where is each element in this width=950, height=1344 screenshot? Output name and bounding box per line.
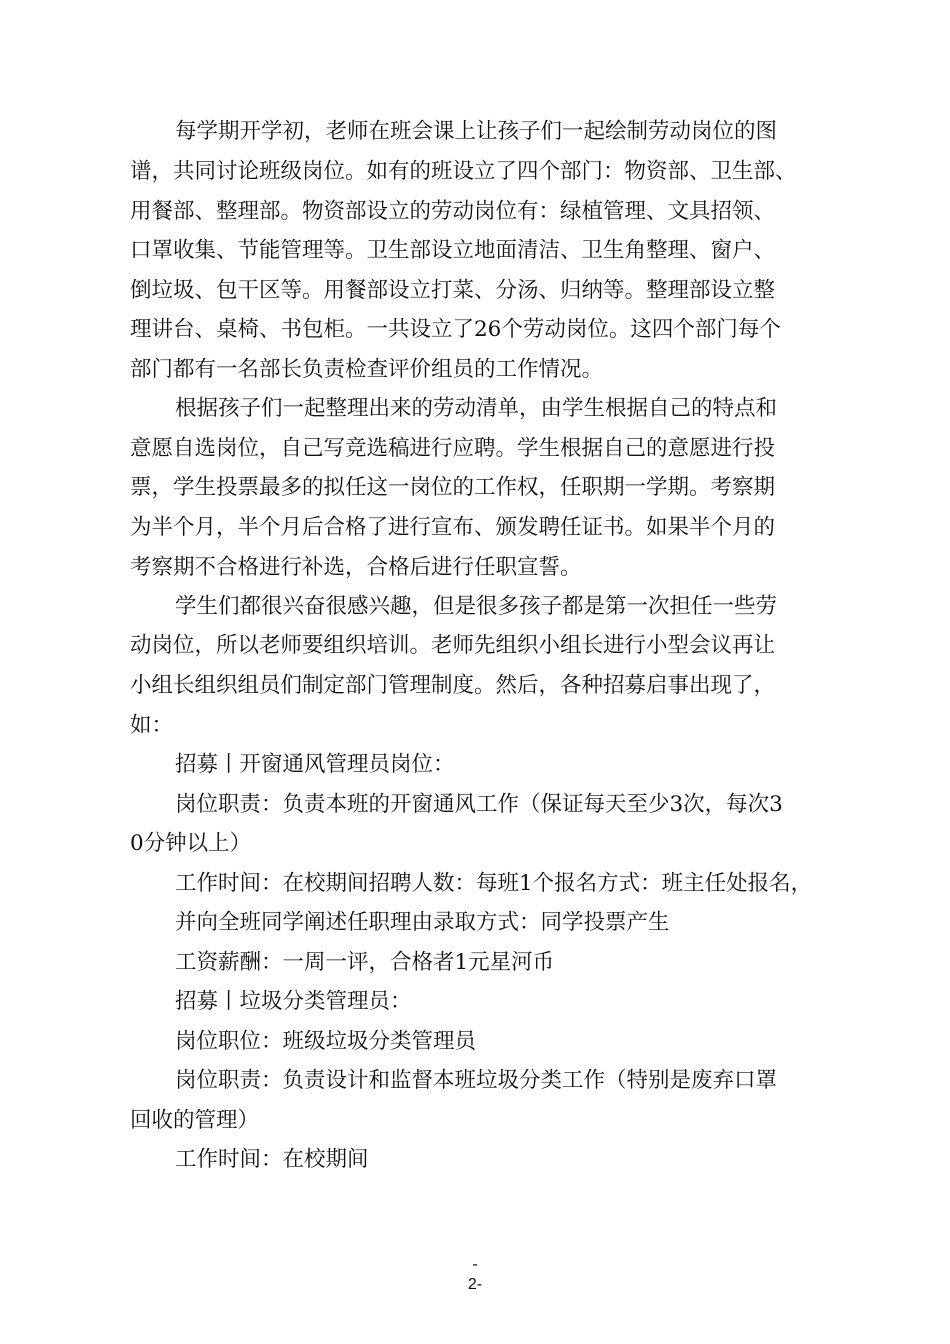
text-line: 票，学生投票最多的拟任这一岗位的工作权，任职期一学期。考察期 xyxy=(130,475,776,500)
text-line: 根据孩子们一起整理出来的劳动清单，由学生根据自己的特点和 xyxy=(175,396,778,421)
text-line: 理讲台、桌椅、书包柜。一共设立了26个劳动岗位。这四个部门每个 xyxy=(130,317,781,342)
text-line: 倒垃圾、包干区等。用餐部设立打菜、分汤、归纳等。整理部设立整 xyxy=(130,278,776,303)
text-line: 考察期不合格进行补选，合格后进行任职宣誓。 xyxy=(130,555,582,580)
text-line: 工作时间：在校期间招聘人数：每班1个报名方式：班主任处报名， xyxy=(175,871,813,896)
text-line: 意愿自选岗位，自己写竞选稿进行应聘。学生根据自己的意愿进行投 xyxy=(130,436,776,461)
text-line: 工资薪酬：一周一评，合格者1元星河币 xyxy=(175,950,555,975)
text-line: 部门都有一名部长负责检查评价组员的工作情况。 xyxy=(130,357,604,382)
text-line: 0分钟以上） xyxy=(130,831,252,856)
text-line: 岗位职责：负责设计和监督本班垃圾分类工作（特别是废弃口罩 xyxy=(175,1068,778,1093)
text-line: 为半个月，半个月后合格了进行宣布、颁发聘任证书。如果半个月的 xyxy=(130,515,776,540)
text-line: 每学期开学初，老师在班会课上让孩子们一起绘制劳动岗位的图 xyxy=(175,119,778,144)
text-line: 工作时间：在校期间 xyxy=(175,1147,369,1172)
text-line: 并向全班同学阐述任职理由录取方式：同学投票产生 xyxy=(175,910,670,935)
text-line: 动岗位，所以老师要组织培训。老师先组织小组长进行小型会议再让 xyxy=(130,633,776,658)
text-line: 谱，共同讨论班级岗位。如有的班设立了四个部门：物资部、卫生部、 xyxy=(130,159,797,184)
text-line: 如： xyxy=(130,713,174,738)
text-line: 小组长组织组员们制定部门管理制度。然后，各种招募启事出现了， xyxy=(130,673,776,698)
text-line: 学生们都很兴奋很感兴趣，但是很多孩子都是第一次担任一些劳 xyxy=(175,594,778,619)
text-line: 岗位职位：班级垃圾分类管理员 xyxy=(175,1029,477,1054)
text-line: 用餐部、整理部。物资部设立的劳动岗位有：绿植管理、文具招领、 xyxy=(130,199,776,224)
recruit-heading: 招募丨垃圾分类管理员： xyxy=(175,989,412,1014)
page-number: 2- xyxy=(467,1276,483,1293)
recruit-heading: 招募丨开窗通风管理员岗位： xyxy=(175,752,455,777)
footer-dash: - xyxy=(472,1256,478,1273)
text-line: 岗位职责：负责本班的开窗通风工作（保证每天至少3次，每次3 xyxy=(175,792,783,817)
text-line: 口罩收集、节能管理等。卫生部设立地面清洁、卫生角整理、窗户、 xyxy=(130,238,776,263)
text-line: 回收的管理） xyxy=(130,1108,260,1133)
